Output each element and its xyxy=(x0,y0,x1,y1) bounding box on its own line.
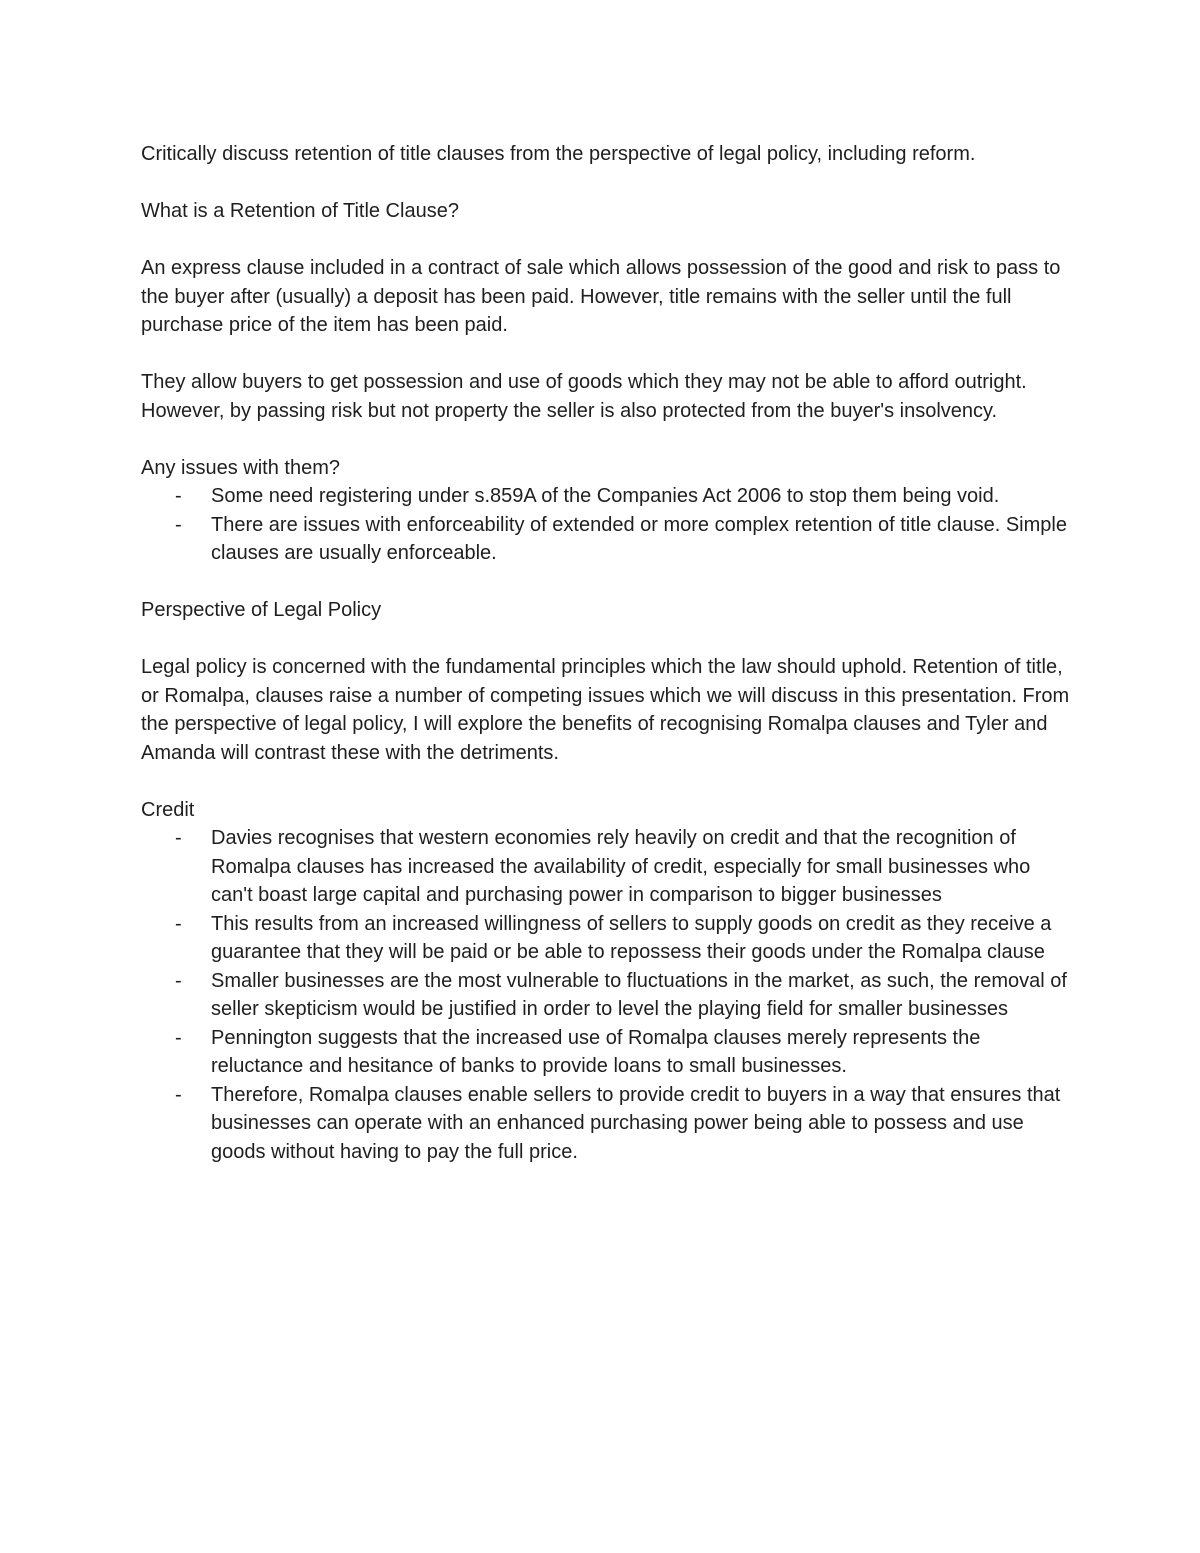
benefit-paragraph: They allow buyers to get possession and use of goods which they may not be able to afford outright. However, by passing risk but not property the seller is also protected from the buyer's insolvency. xyxy=(141,371,1027,422)
list-item-text: Some need registering under s.859A of the Companies Act 2006 to stop them being void. xyxy=(211,485,1000,507)
section-heading-credit: Credit xyxy=(141,798,195,821)
dash-bullet-icon: - xyxy=(175,827,182,849)
list-item xyxy=(141,967,1071,1024)
credit-list xyxy=(141,824,1071,1166)
list-item xyxy=(141,824,1071,910)
legal-policy-paragraph: Legal policy is concerned with the fundamental principles which the law should uphold. Retention of title, or Romalpa, clauses raise a number of competing issues which we will discuss in this presentation. From the perspective of legal policy, I will explore the benefits of recognising Romalpa clauses and Tyler and Amanda will contrast these with the detriments. xyxy=(141,656,1070,764)
list-item-text: This results from an increased willingness of sellers to supply goods on credit as they receive a guarantee that they will be paid or be able to repossess their goods under the Romalpa clause xyxy=(211,912,1052,963)
list-item xyxy=(141,511,1071,568)
dash-bullet-icon: - xyxy=(175,485,182,507)
list-item xyxy=(141,482,1071,511)
document-page xyxy=(141,140,1071,1166)
list-item-text: Smaller businesses are the most vulnerable to fluctuations in the market, as such, the removal of seller skepticism would be justified in order to level the playing field for smaller businesses xyxy=(211,969,1067,1020)
list-item-text: There are issues with enforceability of extended or more complex retention of title clause. Simple clauses are usually enforceable. xyxy=(211,513,1067,564)
list-item-text: Therefore, Romalpa clauses enable sellers to provide credit to buyers in a way that ensures that businesses can operate with an enhanced purchasing power being able to possess and use goods without having to pay the full price. xyxy=(211,1083,1061,1163)
list-item-text: Davies recognises that western economies rely heavily on credit and that the recognition of Romalpa clauses has increased the availability of credit, especially for small businesses who can't boast large capital and purchasing power in comparison to bigger businesses xyxy=(211,827,1031,906)
list-item-text: Pennington suggests that the increased use of Romalpa clauses merely represents the reluctance and hesitance of banks to provide loans to small businesses. xyxy=(211,1026,981,1077)
dash-bullet-icon: - xyxy=(175,969,182,992)
dash-bullet-icon: - xyxy=(175,1026,182,1049)
dash-bullet-icon: - xyxy=(175,1083,182,1106)
section-heading-issues: Any issues with them? xyxy=(141,456,340,479)
dash-bullet-icon: - xyxy=(175,513,182,536)
section-heading-retention-of-title: What is a Retention of Title Clause? xyxy=(141,200,459,222)
list-item xyxy=(141,1024,1071,1081)
section-heading-legal-policy: Perspective of Legal Policy xyxy=(141,599,382,621)
dash-bullet-icon: - xyxy=(175,912,182,935)
list-item xyxy=(141,1081,1071,1167)
issues-list xyxy=(141,482,1071,568)
essay-question: Critically discuss retention of title clauses from the perspective of legal policy, including reform. xyxy=(141,143,976,165)
list-item xyxy=(141,910,1071,967)
definition-paragraph: An express clause included in a contract of sale which allows possession of the good and risk to pass to the buyer after (usually) a deposit has been paid. However, title remains with the seller until the full purchase price of the item has been paid. xyxy=(141,257,1061,336)
